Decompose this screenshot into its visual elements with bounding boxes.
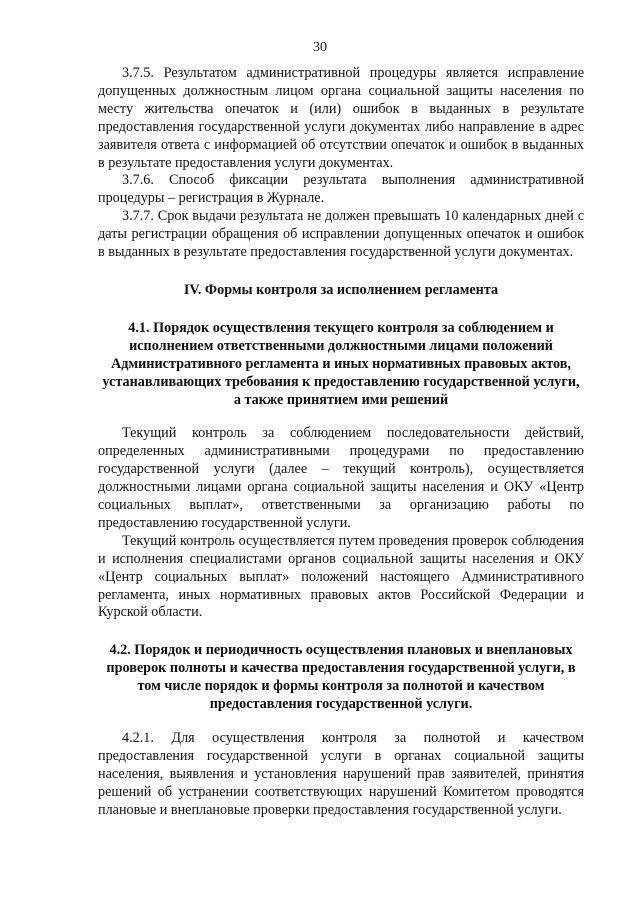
spacer [98,622,584,642]
paragraph-4-1-b: Текущий контроль осуществляется путем проведения проверок соблюдения и исполнения специалистами органов социальной защиты населения и ОКУ «Центр социальных выплат» положений настоящего Административного регламента, иных нормативных правовых актов Российской Федерации и Курской области. [98,532,584,621]
paragraph-3-7-7: 3.7.7. Срок выдачи результата не должен превышать 10 календарных дней с даты регистрации обращения об исправлении допущенных опечаток и ошибок в выданных в результате предоставления государственной услуги документах. [98,208,584,261]
spacer [98,714,584,730]
paragraph-4-1-a: Текущий контроль за соблюдением последовательности действий, определенных административными процедурами по предоставлению государственной услуги (далее – текущий контроль), осуществляется должностными лицами органа социальной защиты населения и ОКУ «Центр социальных выплат», ответственными за организацию работы по предоставлению государственной услуги. [98,425,584,531]
section-iv-heading: IV. Формы контроля за исполнением регламента [183,281,499,298]
spacer [98,300,584,320]
paragraph-4-2-1: 4.2.1. Для осуществления контроля за полнотой и качеством предоставления государственной услуги в органах социальной защиты населения, выявления и установления нарушений прав заявителей, принятия решений об устранении соответствующих нарушений Комитетом проводятся плановые и внеплановые проверки предоставления государственной услуги. [98,730,584,818]
document-body [98,65,584,820]
subsection-4-2-heading: 4.2. Порядок и периодичность осуществления плановых и внеплановых проверок полноты и качества предоставления государственной услуги, в том числе порядок и формы контроля за полнотой и качеством предоставления государственной услуги. [106,642,576,713]
spacer [98,262,584,282]
paragraph-3-7-6: 3.7.6. Способ фиксации результата выполнения административной процедуры – регистрация в Журнале. [98,172,584,207]
subsection-4-1-heading: 4.1. Порядок осуществления текущего контроля за соблюдением и исполнением ответственными должностными лицами положений Административного регламента и иных нормативных правовых актов, устанавливающих требования к предоставлению государственной услуги, а также принятием ими решений [102,319,580,408]
spacer [98,409,584,425]
paragraph-3-7-5: 3.7.5. Результатом административной процедуры является исправление допущенных должностным лицом органа социальной защиты населения по месту жительства опечаток и (или) ошибок в выданных в результате предоставления государственной услуги документах либо направление в адрес заявителя ответа с информацией об отсутствии опечаток и ошибок в выданных в результате предоставления услуги документах. [98,65,584,171]
page-number: 30 [313,40,327,55]
